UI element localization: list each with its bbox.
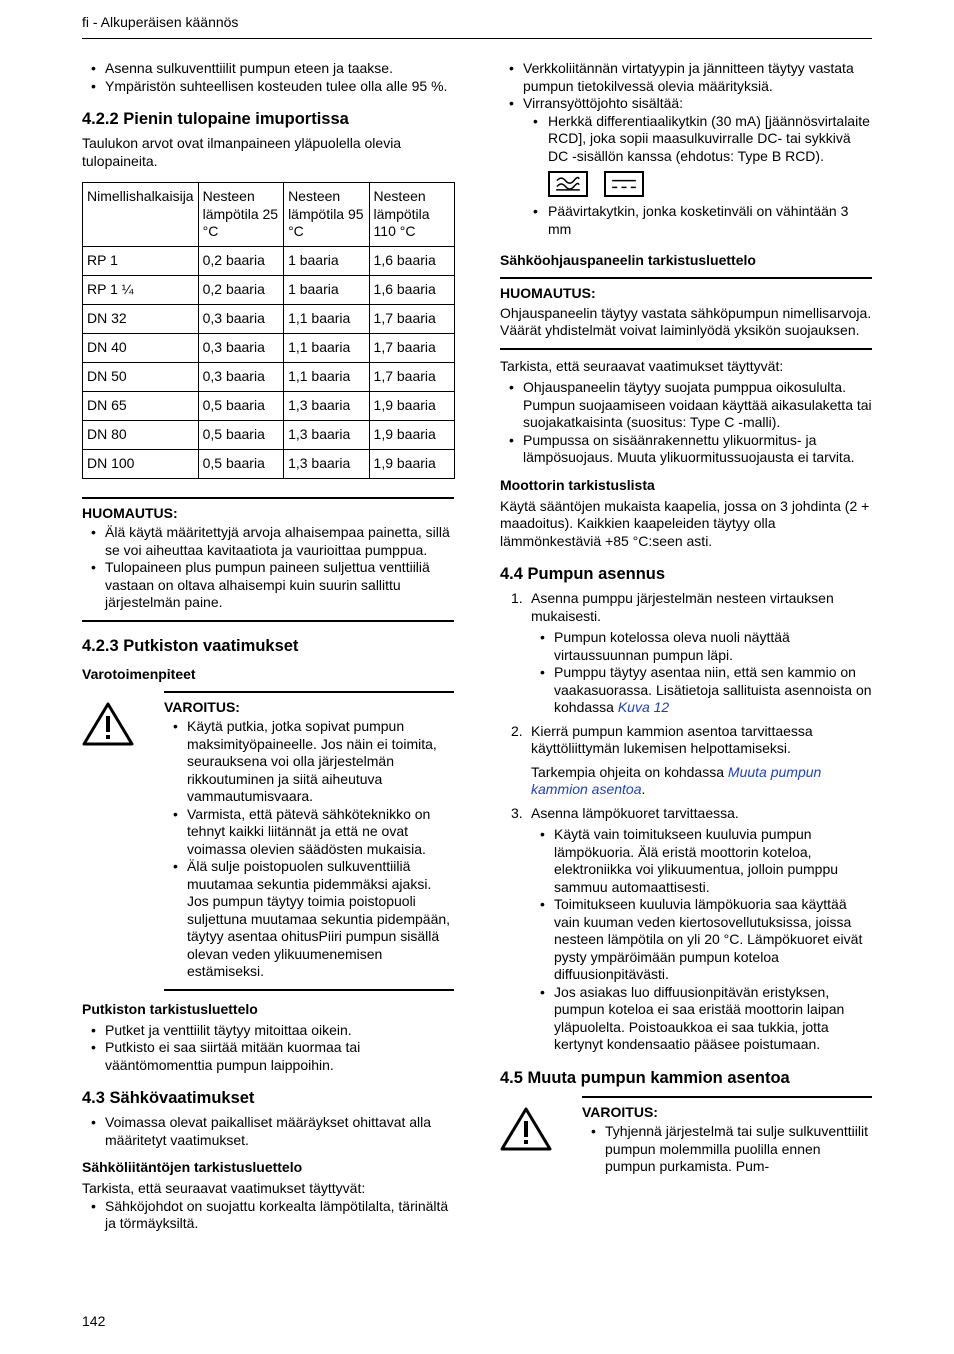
list-item: • Varmista, että pätevä sähköteknikko on tehnyt kaikki liitännät ja että ne ovat voimassa olevien säädösten mukaisia. [164,806,454,859]
warning-bullets [164,718,454,981]
warning-box [164,691,454,991]
section-heading-4-5: 4.5 Muuta pumpun kammion asentoa [500,1068,790,1087]
table-cell: 1,6 baaria [369,275,454,304]
warning-box [582,1096,872,1184]
step-text: Asenna pumppu järjestelmän nesteen virtauksen mukaisesti. [531,590,834,624]
right-column [500,60,872,1184]
ac-dc-pulsating-symbol-icon [548,171,588,197]
list-item: • Käytä putkia, jotka sopivat pumpun maksimityöpaineelle. Jos näin ei toimita, seurauksena voi olla järjestelmän rikkoutuminen ja siitä aiheutuva vammautumisvaara. [164,718,454,806]
electrical-requirements-bullets [82,1114,454,1149]
list-item: • Tyhjennä järjestelmä tai sulje sulkuventtiilit pumpun molemmilla puolilla ennen pumpun purkamista. Pum- [582,1123,872,1176]
table-cell: 1,7 baaria [369,333,454,362]
paragraph: Taulukon arvot ovat ilmanpaineen yläpuolella olevia tulopaineita. [82,135,402,169]
page-number: 142 [82,1313,106,1329]
warning-title: VAROITUS: [164,698,240,715]
table-row [83,333,455,362]
warning-title: VAROITUS: [582,1103,658,1120]
table-cell: RP 1 [83,246,199,275]
list-item: • Päävirtakytkin, jonka kosketinväli on vähintään 3 mm [524,203,872,238]
list-item: • Voimassa olevat paikalliset määräykset ohittavat alla määritetyt vaatimukset. [82,1114,454,1149]
table-cell: 1,9 baaria [369,449,454,478]
step-2-more-info [531,764,872,799]
table-cell: 1,3 baaria [284,420,369,449]
list-item: • Sähköjohdot on suojattu korkealta lämpötilalta, tärinältä ja törmäyksiltä. [82,1198,454,1233]
table-cell: 0,5 baaria [198,391,283,420]
note-box [82,497,454,622]
step-text: Kierrä pumpun kammion asentoa tarvittaessa käyttöliittymän lukemisen helpottamiseksi. [531,722,813,756]
more-info-end: . [641,781,646,797]
list-item: • Ohjauspaneelin täytyy suojata pumppua oikosululta. Pumpun suojaamiseen voidaan käyttää aikasulaketta tai suojakatkaisinta (suositus: Type C -malli). [500,379,872,432]
list-item [524,113,872,198]
table-cell: DN 32 [83,304,199,333]
list-item [531,664,872,717]
subheading-electrical-checklist: Sähköliitäntöjen tarkistusluettelo [82,1159,303,1175]
list-item: • Pumpun kotelossa oleva nuoli näyttää virtaussuunnan pumpun läpi. [531,629,872,664]
table-cell: 0,3 baaria [198,333,283,362]
table-cell: DN 100 [83,449,199,478]
table-row [83,304,455,333]
table-cell: 0,2 baaria [198,246,283,275]
table-cell: 1,6 baaria [369,246,454,275]
table-cell: 0,3 baaria [198,304,283,333]
rotate-chamber-link[interactable]: Muuta pumpun kammion asentoa [531,763,822,797]
section-heading-4-2-3: 4.2.3 Putkiston vaatimukset [82,636,299,655]
table-row [83,246,455,275]
warning-block [82,691,454,991]
table-cell: 0,3 baaria [198,362,283,391]
list-item: • Verkkoliitännän virtatyypin ja jännitteen täytyy vastata pumpun tietokilvessä olevia määrityksiä. [500,60,872,95]
table-header-cell: Nimellishalkaisija [83,183,199,247]
list-item: • Virransyöttöjohto sisältää: [500,95,872,113]
table-row [83,391,455,420]
table-cell: 1,9 baaria [369,420,454,449]
bullet-text: Pumppu täytyy asentaa niin, että sen kammio on vaakasuorassa. Lisätietoja sallituista asennoista on kohdassa [554,664,872,715]
step-number: 3. [511,804,523,821]
power-sub-bullets [524,113,872,239]
warning-triangle-icon [82,701,134,747]
page-header: fi - Alkuperäisen käännös [82,14,872,39]
note-title: HUOMAUTUS: [82,504,178,521]
step-text: Asenna lämpökuoret tarvittaessa. [531,804,739,821]
more-info-text: Tarkempia ohjeita on kohdassa [531,763,728,780]
table-cell: 1,1 baaria [284,304,369,333]
table-cell: 1,3 baaria [284,449,369,478]
dc-symbol-icon [604,171,644,197]
rcd-symbols [548,171,872,197]
step-1-bullets [531,629,872,717]
control-panel-check-bullets [500,379,872,467]
table-row [83,449,455,478]
list-item: • Älä sulje poistopuolen sulkuventtiiliä muutamaa sekuntia pidemmäksi ajaksi. Jos pumpun täytyy toimia poistopuoli suljettuna muutamaa sekuntia pidempään, täytyy asentaa ohitusPiiri pumpun sisällä olevan veden ylikuumenemisen estämiseksi. [164,858,454,981]
warning-bullets [582,1123,872,1176]
piping-check-bullets [82,1022,454,1075]
table-cell: DN 40 [83,333,199,362]
table-cell: RP 1 ¼ [83,275,199,304]
table-header-cell: Nesteen lämpötila 110 °C [369,183,454,247]
list-item: • Putkisto ei saa siirtää mitään kuormaa tai vääntömomenttia pumpun laippoihin. [82,1039,454,1074]
table-row [83,420,455,449]
section-heading-4-4: 4.4 Pumpun asennus [500,565,666,583]
list-item-step-2 [500,723,872,799]
table-cell: 1,1 baaria [284,333,369,362]
list-item: • Putket ja venttiilit täytyy mitoittaa oikein. [82,1022,454,1040]
paragraph: Tarkista, että seuraavat vaatimukset täyttyvät: [82,1180,366,1196]
section-heading-4-3: 4.3 Sähkövaatimukset [82,1089,255,1107]
table-cell: 0,2 baaria [198,275,283,304]
table-header-row [83,183,455,247]
list-item: • Käytä vain toimitukseen kuuluvia pumpun lämpökuoria. Älä eristä moottorin koteloa, elektroniikka voi ylikuumentua, jolloin pumppu sammuu automaattisesti. [531,826,872,896]
table-cell: 1 baaria [284,275,369,304]
table-cell: 1,7 baaria [369,362,454,391]
list-item-step-3 [500,805,872,1054]
figure-12-link[interactable]: Kuva 12 [617,699,670,715]
subheading-precautions: Varotoimenpiteet [82,665,196,682]
table-cell: 1,1 baaria [284,362,369,391]
list-item: • Älä käytä määritettyjä arvoja alhaisempaa painetta, sillä se voi aiheuttaa kavitaatiota ja vaurioittaa pumppua. [82,524,454,559]
note-bullets [82,524,454,612]
warning-block [500,1096,872,1184]
note-box [500,277,872,350]
note-title: HUOMAUTUS: [500,285,596,301]
table-cell: 0,5 baaria [198,420,283,449]
paragraph: Tarkista, että seuraavat vaatimukset täyttyvät: [500,357,784,374]
subheading-motor-checklist: Moottorin tarkistuslista [500,476,655,493]
step-number: 1. [511,590,523,606]
paragraph: Käytä sääntöjen mukaista kaapelia, jossa on 3 johdinta (2 + maadoitus). Kaikkien kaapeleiden täytyy olla lämmönkestäviä +85 °C:seen asti. [500,497,870,549]
list-item: • Jos asiakas luo diffuusionpitävän eristyksen, pumpun koteloa ei saa eristää moottorin laipan yläpuolelta. Poistoaukkoa ei saa tukkia, jotta kertynyt kondensaatio pääsee poistumaan. [531,984,872,1054]
table-cell: 0,5 baaria [198,449,283,478]
table-cell: DN 50 [83,362,199,391]
table-header-cell: Nesteen lämpötila 95 °C [284,183,369,247]
table-header-cell: Nesteen lämpötila 25 °C [198,183,283,247]
table-cell: 1,7 baaria [369,304,454,333]
warning-triangle-icon [500,1106,552,1152]
list-item: • Toimitukseen kuuluvia lämpökuoria saa käyttää vain kuuman veden kiertosovellutuksissa, joissa nesteen lämpötila on yli 20 °C. Lämpökuoret eivät pysty ympäröimään pumpun koteloa diffuusionpitävästi. [531,896,872,984]
table-cell: DN 80 [83,420,199,449]
subheading-piping-checklist: Putkiston tarkistusluettelo [82,1000,258,1017]
list-item: • Ympäristön suhteellisen kosteuden tulee olla alle 95 %. [82,78,454,96]
list-item: • Pumpussa on sisäänrakennettu ylikuormitus- ja lämpösuojaus. Muuta ylikuormitussuojausta ei tarvita. [500,432,872,467]
table-row [83,275,455,304]
list-item-step-1 [500,590,872,717]
step-number: 2. [511,722,523,739]
table-row [83,362,455,391]
power-bullets [500,60,872,113]
sub-bullet-text: Herkkä differentiaalikytkin (30 mA) [jäännösvirtalaite RCD], joka sopii maasulkuvirralle DC- tai sykkivä DC -sisällön kanssa (ehdotus: Type B RCD). [548,112,870,164]
section-heading-4-2-2: 4.2.2 Pienin tulopaine imuportissa [82,110,349,128]
installation-steps [500,590,872,1054]
table-cell: 1,9 baaria [369,391,454,420]
intro-bullets [82,60,454,95]
list-item: • Tulopaineen plus pumpun paineen suljettua venttiiliä vastaan on oltava alhaisempi kuin suurin sallittu järjestelmän paine. [82,559,454,612]
table-cell: 1 baaria [284,246,369,275]
electrical-check-bullets [82,1198,454,1233]
left-column [82,60,454,1233]
table-cell: 1,3 baaria [284,391,369,420]
step-3-bullets [531,826,872,1054]
note-text: Ohjauspaneelin täytyy vastata sähköpumpun nimellisarvoja. Väärät yhdistelmät voivat laiminlyödä yksikön suojauksen. [500,304,872,338]
subheading-control-panel-checklist: Sähköohjauspaneelin tarkistusluettelo [500,252,756,268]
table-cell: DN 65 [83,391,199,420]
inlet-pressure-table [82,182,455,479]
list-item: • Asenna sulkuventtiilit pumpun eteen ja taakse. [82,60,454,78]
